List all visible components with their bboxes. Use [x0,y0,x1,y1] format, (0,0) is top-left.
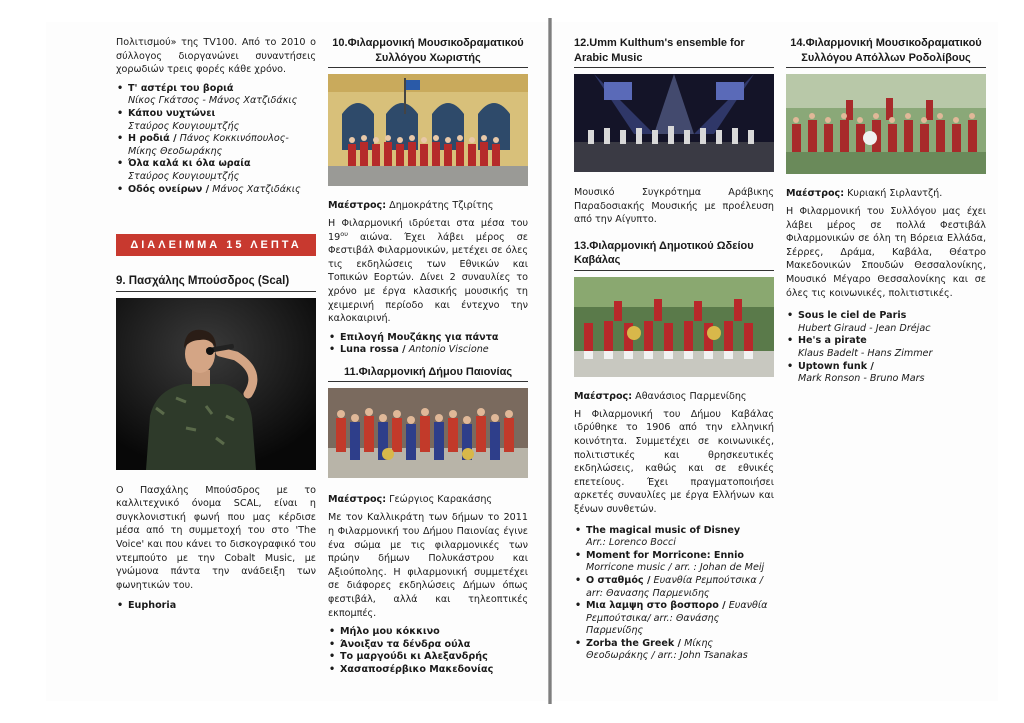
ensemble-bio-12: Μουσικό Συγκρότημα Αράβικης Παραδοσιακής Μουσικής με προέλευση από την Αίγυπτο. [574,187,774,226]
section-heading-9: 9. Πασχάλης Μπούσδρος (Scal) [116,274,316,292]
list-item: • Zorba the Greek / Μίκης Θεοδωράκης / arr.: John Tsanakas [574,638,774,663]
philharmonic-photo-13 [574,277,774,377]
program-list-14 [786,310,986,386]
maestro-line: Μαέστρος: Κυριακή Σιρλαντζή. [786,188,943,199]
list-item: • Μήλο μου κόκκινο [328,626,528,639]
list-item: • Οδός ονείρων / Μάνος Χατζιδάκις [116,184,316,197]
intermission-banner: ΔΙΑΛΕΙΜΜΑ 15 ΛΕΠΤΑ [116,234,316,256]
section-heading-13: 13.Φιλαρμονική Δημοτικού Ωδείου Καβάλας [574,239,774,271]
philharmonic-bio-10: Η Φιλαρμονική ιδρύεται στα μέσα του $19^{o\upsilon}$ αιώνα. Έχει λάβει μέρος σε Φεστιβάλ Φιλαρμονικών, μετέχει σε όλες τις εκδηλώσεις των Εθνικών και Τοπικών Εορτών. Δίνει 2 συναυλίες το χρόνο με έργα κλασικής μουσικής τη χειμερινή περίοδο και έντεχνο την καλοκαιρινή. [328,218,528,325]
list-item: • Moment for Morricone: Ennio Morricone music / arr. : Johan de Meij [574,550,774,575]
philharmonic-bio-14: Η Φιλαρμονική του Συλλόγου μας έχει λάβει μέρος σε πολλά Φεστιβάλ Φιλαρμονικών σε όλη τη Βόρεια Ελλάδα, Σέρρες, Δράμα, Καβάλα, Θέατρο Μακεδονικών Σπουδών Θεσσαλονίκης, Μουσικό Μέγαρο Θεσσαλονίκης και σε όλες τις κοινωνικές, πολιτιστικές. [786,206,986,299]
program-list-13 [574,525,774,664]
philharmonic-bio-11: Με τον Καλλικράτη των δήμων το 2011 η Φιλαρμονική του Δήμου Παιονίας έγινε ένα σώμα με τις φιλαρμονικές των πρώην δήμων Πολυκάστρου και Αξιούπολης. Η φιλαρμονική συμμετέχει σε διάφορες εκδηλώσεις Δήμων όπως φεστιβάλ, αλλά και τηλεοπτικές εκπομπές. [328,512,528,619]
philharmonic-photo-10 [328,74,528,186]
list-item: • Ο σταθμός / Ευανθία Ρεμπούτσικα / arr: Θανασης Παρμενιδης [574,575,774,600]
program-list-10 [328,332,528,357]
section-heading-11: 11.Φιλαρμονική Δήμου Παιονίας [328,365,528,383]
maestro-line: Μαέστρος: Γεώργιος Καρακάσης [328,494,493,506]
list-item: • Άνοιξαν τα δένδρα ούλα [328,639,528,652]
list-item: • Uptown funk / Mark Ronson - Bruno Mars [786,361,986,386]
list-item: • Τ' αστέρι του βοριά Νίκος Γκάτσος - Μάνος Χατζιδάκις [116,83,316,108]
list-item: • The magical music of Disney Arr.: Lorenco Bocci [574,525,774,550]
philharmonic-bio-13: Η Φιλαρμονική του Δήμου Καβάλας ιδρύθηκε το 1906 από την ελληνική κοινότητα. Συμμετέχει σε κοινωνικές, πολιτιστικές και θρησκευτικές εκδηλώσεις, καθώς και σε εθνικές επετείους. Έχει πραγματοποιήσει αρκετές συναυλίες με έργα Ελλήνων και ξένων συνθετών. [574,408,774,515]
ensemble-photo-12 [574,74,774,172]
column-4 [786,36,986,386]
philharmonic-photo-14 [786,74,986,174]
column-3 [574,36,774,663]
list-item: • Μια λαμψη στο βοσπορο / Ευανθία Ρεμπούτσικα/ arr.: Θανάσης Παρμενίδης [574,600,774,638]
list-item: • Χασαποσέρβικο Μακεδονίας [328,664,528,677]
list-item: • He's a pirate Klaus Badelt - Hans Zimmer [786,335,986,360]
philharmonic-photo-11 [328,388,528,478]
list-item: • Κάπου νυχτώνει Σταύρος Κουγιουμτζής [116,108,316,133]
list-item: • Όλα καλά κι όλα ωραία Σταύρος Κουγιουμτζής [116,158,316,183]
section-heading-10: 10.Φιλαρμονική Μουσικοδραματικού Συλλόγου Χωριστής [328,36,528,68]
maestro-line: Μαέστρος: Αθανάσιος Παρμενίδης [574,390,747,402]
column-1 [116,36,316,613]
list-item: • Euphoria [116,600,316,613]
list-item: • Luna rossa / Antonio Viscione [328,344,528,357]
maestro-line: Μαέστρος: Δημοκράτης Τζιρίτης [328,200,494,211]
artist-photo [116,298,316,470]
artist-bio: Ο Πασχάλης Μπούσδρος με το καλλιτεχνικό όνομα SCAL, είναι η συγκλονιστική φωνή που μας κέρδισε μέσα από τη συμμετοχή του στο 'The Voice' και που κάνει το δισκογραφικό του ντεμπούτο με την Cobalt Music, με γνώμονα πάντα την ανάδειξη των φωνητικών του. [116,484,316,591]
intro-text: Πολιτισμού» της TV100. Από το 2010 ο σύλλογος διοργανώνει συναντήσεις χορωδιών τρεις φορές κάθε χρόνο. [116,37,316,76]
section-heading-12: 12.Umm Kulthum's ensemble for Arabic Music [574,36,774,68]
list-item: • Το μαργούδι κι Αλεξανδρής [328,651,528,664]
list-item: • Επιλογή Μουζάκης για πάντα [328,332,528,345]
artist-program-list [116,600,316,613]
list-item: • Η ροδιά / Πάνος Κοκκινόπουλος- Μίκης Θεοδωράκης [116,133,316,158]
program-list-11 [328,626,528,676]
section-heading-14: 14.Φιλαρμονική Μουσικοδραματικού Συλλόγου Απόλλων Ροδολίβους [786,36,986,68]
list-item: • Sous le ciel de Paris Hubert Giraud - Jean Dréjac [786,310,986,335]
program-list-choir [116,83,316,196]
booklet-spine [548,18,552,704]
column-2 [328,36,528,677]
